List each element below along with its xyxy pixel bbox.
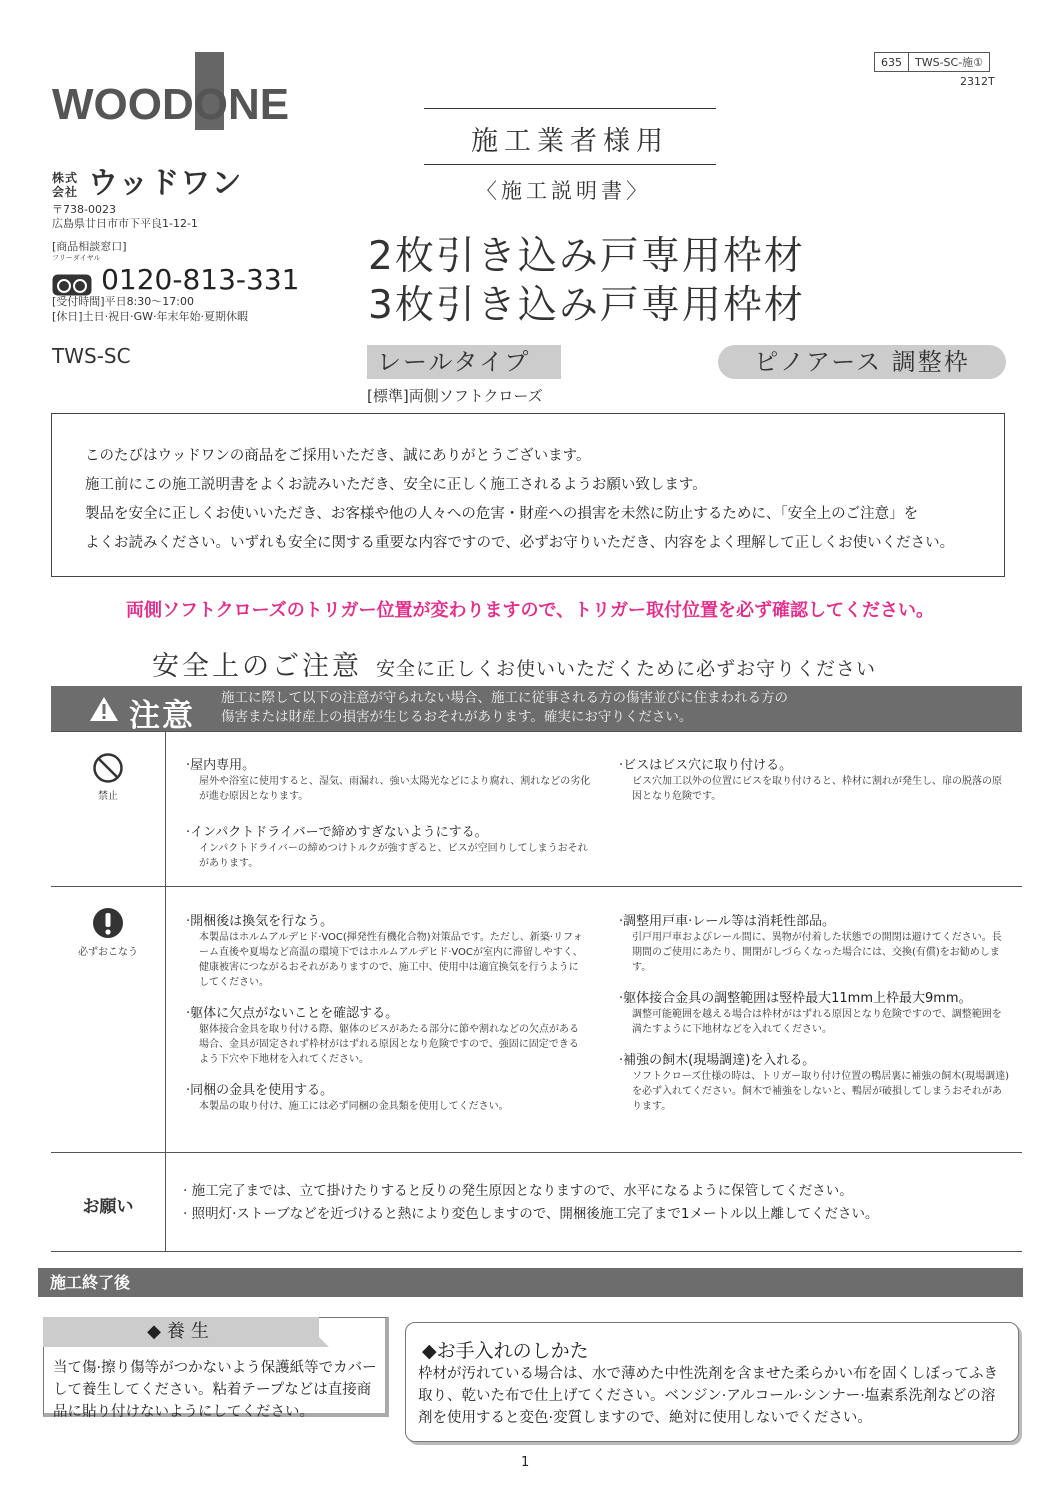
audience-heading: 施工業者様用	[424, 108, 716, 165]
item-desc: ソフトクローズ仕様の時は、トリガー取り付け位置の鴨居裏に補強の飼木(現場調達)を必ず入れてください。飼木で補強をしないと、鴨居が破損してしまうおそれがあります。	[632, 1071, 1010, 1112]
model-code: TWS-SC	[52, 344, 131, 368]
item-desc: 本製品の取り付け、施工には必ず同梱の金具類を使用してください。	[199, 1101, 509, 1112]
table-line	[51, 1152, 1022, 1153]
revision-code: 2312T	[960, 75, 995, 88]
freedial-icon	[52, 274, 92, 296]
safety-heading: 安全上のご注意 安全に正しくお使いいただくために必ずお守りください	[152, 651, 877, 682]
table-line	[51, 731, 1022, 732]
item-title: ·屋内専用。	[186, 758, 256, 773]
care-title: ◆お手入れのしかた	[422, 1336, 667, 1362]
warning-triangle-icon	[89, 696, 119, 722]
intro-box	[51, 413, 1005, 577]
caution-label: 注意	[129, 698, 195, 734]
protection-title: ◆養生	[43, 1317, 319, 1347]
prohibit-cell	[51, 752, 165, 802]
consult-label: [商品相談窓口]	[52, 240, 127, 253]
prohibit-right	[619, 754, 1009, 804]
mandatory-right	[619, 910, 1009, 1114]
doc-code: TWS-SC-施①	[909, 53, 990, 72]
product-title: 2枚引き込み戸専用枠材 3枚引き込み戸専用枠材	[368, 234, 805, 328]
item-title: ·補強の飼木(現場調達)を入れる。	[619, 1053, 816, 1068]
item-desc: 引戸用戸車およびレール間に、異物が付着した状態での開閉は避けてください。長期間のご使用にあたり、開閉がしづらくなった場合には、交換(有償)をお勧めします。	[632, 932, 1002, 973]
item-desc: 躯体接合金具を取り付ける際、躯体のビスがあたる部分に節や割れなどの欠点がある場合、金具が固定されず枠材がはずれる原因となり危険ですので、強固に固定できるよう下穴や下地材を入れてください。	[199, 1024, 579, 1065]
item-title: ·躯体接合金具の調整範囲は竪枠最大11mm上枠最大9mm。	[619, 991, 972, 1006]
trigger-warning: 両側ソフトクローズのトリガー位置が変わりますので、トリガー取付位置を必ず確認してください。	[125, 600, 934, 621]
item-desc: ビス穴加工以外の位置にビスを取り付けると、枠材に割れが発生し、扉の脱落の原因となり危険です。	[632, 776, 1002, 802]
doc-number: 635	[875, 53, 909, 72]
exclamation-icon	[91, 906, 125, 940]
logo-text: WOODONE	[52, 80, 290, 129]
caution-text: 施工に際して以下の注意が守られない場合、施工に従事される方の傷害並びに住まわれる方の 傷害または財産上の損害が生じるおそれがあります。確実にお守りください。	[221, 690, 788, 725]
care-text: 枠材が汚れている場合は、水で薄めた中性洗剤を含ませた柔らかい布を固くしぼってふき取り、乾いた布で仕上げてください。ベンジン·アルコール·シンナー·塩素系洗剤などの溶剤を使用すると変色·変質しますので、絶対に使用しないでください。	[418, 1366, 998, 1426]
item-title: ·同梱の金具を使用する。	[186, 1083, 334, 1098]
intro-line: 製品を安全に正しくお使いいただき、お客様や他の人々への危害・財産への損害を未然に防止するために、「安全上のご注意」を	[85, 506, 919, 522]
item-title: ·インパクトドライバーで締めすぎないようにする。	[186, 825, 488, 840]
prohibit-left	[186, 754, 596, 871]
company-name: 株式会社 ウッドワン	[52, 166, 243, 201]
rail-type-badge: レールタイプ	[367, 345, 561, 379]
mandatory-label: 必ずおこなう	[78, 947, 138, 958]
business-hours: [受付時間]平日8:30〜17:00 [休日]土日·祝日·GW·年末年始·夏期休暇	[52, 295, 248, 323]
freedial-label: フリーダイヤル	[52, 254, 101, 262]
after-construction-bar: 施工終了後	[38, 1268, 1023, 1297]
request-label: お願い	[82, 1197, 134, 1217]
item-desc: 本製品はホルムアルデヒド·VOC(揮発性有機化合物)対策品です。ただし、新築·リフォーム直後や夏場など高温の環境下ではホルムアルデヒド·VOCが室内に滞留しやすく、健康被害につながるおそれがありますので、施工中、使用中は適宜換気を行うようにしてください。	[199, 932, 583, 988]
phone-number[interactable]: 0120-813-331	[101, 263, 300, 296]
mandatory-cell	[51, 906, 165, 958]
standard-spec: [標準]両側ソフトクローズ	[367, 387, 543, 405]
caution-bar	[51, 686, 1022, 734]
document-subtitle: 〈施工説明書〉	[476, 179, 651, 203]
phone-block	[52, 253, 299, 296]
request-item: · 施工完了までは、立て掛けたりすると反りの発生原因となりますので、水平になるように保管してください。	[183, 1183, 853, 1199]
intro-line: よくお読みください。いずれも安全に関する重要な内容ですので、必ずお守りいただき、内容をよく理解して正しくお使いください。	[85, 535, 955, 551]
item-title: ·ビスはビス穴に取り付ける。	[619, 758, 793, 773]
company-address: 〒738-0023 広島県廿日市市下平良1-12-1	[52, 203, 198, 230]
protection-text: 当て傷·擦り傷等がつかないよう保護紙等でカバーして養生してください。粘着テープなどは直接商品に貼り付けないようにしてください。	[53, 1360, 377, 1420]
woodone-logo	[52, 52, 292, 130]
item-desc: 屋外や浴室に使用すると、湿気、雨漏れ、強い太陽光などにより腐れ、割れなどの劣化が進む原因となります。	[199, 776, 591, 802]
item-desc: インパクトドライバーの締めつけトルクが強すぎると、ビスが空回りしてしまうおそれがあります。	[199, 843, 588, 869]
item-title: ·開梱後は換気を行なう。	[186, 914, 334, 929]
intro-line: 施工前にこの施工説明書をよくお読みいただき、安全に正しく施工されるようお願い致します。	[85, 477, 707, 493]
intro-line: このたびはウッドワンの商品をご採用いただき、誠にありがとうございます。	[85, 448, 591, 464]
request-list	[183, 1180, 1013, 1226]
mandatory-left	[186, 910, 586, 1114]
item-title: ·調整用戸車·レール等は消耗性部品。	[619, 914, 836, 929]
item-title: ·躯体に欠点がないことを確認する。	[186, 1006, 399, 1021]
table-divider	[165, 731, 166, 1251]
table-line	[51, 1251, 1022, 1252]
page-number: 1	[521, 1455, 530, 1470]
table-line	[51, 886, 1022, 887]
item-desc: 調整可能範囲を越える場合は枠材がはずれる原因となり危険ですので、調整範囲を満たすように下地材などを入れてください。	[632, 1009, 1002, 1035]
pinoarth-badge: ピノアース 調整枠	[718, 345, 1006, 379]
prohibit-label: 禁止	[98, 791, 118, 802]
document-number	[874, 52, 990, 72]
prohibit-icon	[92, 752, 124, 784]
request-item: · 照明灯·ストーブなどを近づけると熱により変色しますので、開梱後施工完了まで1メートル以上離してください。	[183, 1206, 879, 1222]
